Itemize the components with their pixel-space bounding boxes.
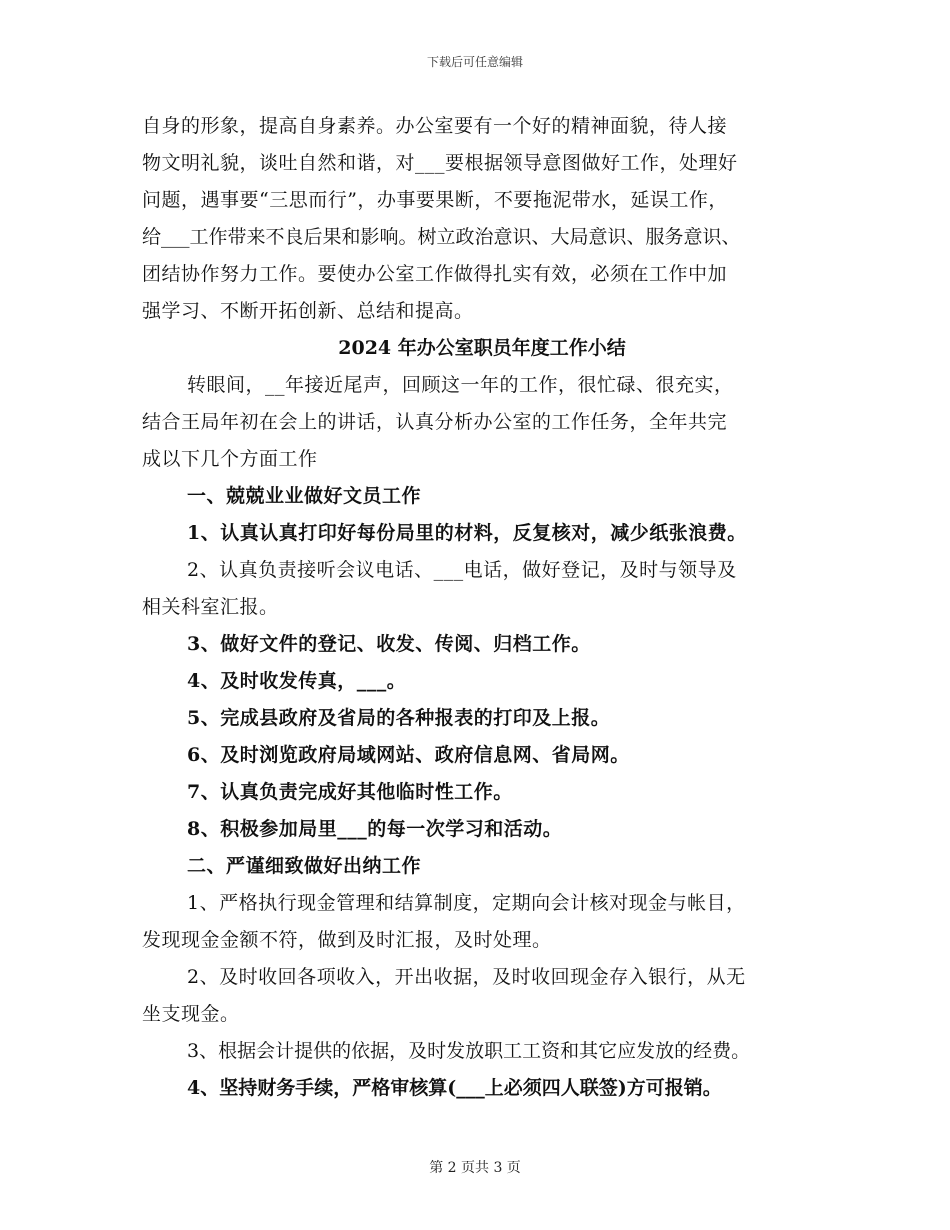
body-line: 问题，遇事要“三思而行”，办事要果断，不要拖泥带水，延误工作， — [142, 189, 728, 211]
list-item: 6、及时浏览政府局域网站、政府信息网、省局网。 — [187, 744, 630, 766]
body-line: 团结协作努力工作。要使办公室工作做得扎实有效，必须在工作中加 — [142, 263, 728, 285]
list-item: 4、及时收发传真，___。 — [187, 670, 407, 692]
body-line: 物文明礼貌，谈吐自然和谐，对___要根据领导意图做好工作，处理好 — [142, 152, 738, 174]
list-item: 3、做好文件的登记、收发、传阅、归档工作。 — [187, 633, 591, 655]
list-item: 3、根据会计提供的依据，及时发放职工工资和其它应发放的经费。 — [187, 1040, 751, 1062]
body-line: 强学习、不断开拓创新、总结和提高。 — [142, 300, 474, 322]
list-item: 2、认真负责接听会议电话、___电话，做好登记，及时与领导及 — [187, 559, 737, 581]
list-item: 8、积极参加局里___的每一次学习和活动。 — [187, 818, 563, 840]
body-line: 给___工作带来不良后果和影响。树立政治意识、大局意识、服务意识、 — [142, 226, 741, 248]
body-line: 成以下几个方面工作 — [142, 448, 318, 470]
body-line: 发现现金金额不符，做到及时汇报，及时处理。 — [142, 929, 552, 951]
body-line: 相关科室汇报。 — [142, 596, 279, 618]
body-line: 结合王局年初在会上的讲话，认真分析办公室的工作任务，全年共完 — [142, 411, 728, 433]
list-item: 7、认真负责完成好其他临时性工作。 — [187, 781, 513, 803]
list-item: 1、严格执行现金管理和结算制度，定期向会计核对现金与帐目， — [187, 892, 746, 914]
body-line: 转眼间，__年接近尾声，回顾这一年的工作，很忙碌、很充实， — [187, 374, 734, 396]
list-item: 4、坚持财务手续，严格审核算(___上必须四人联签)方可报销。 — [187, 1077, 722, 1099]
page-header: 下载后可任意编辑 — [426, 55, 523, 69]
body-line: 坐支现金。 — [142, 1003, 240, 1025]
body-line: 自身的形象，提高自身素养。办公室要有一个好的精神面貌，待人接 — [142, 115, 728, 137]
section-heading: 二、严谨细致做好出纳工作 — [187, 855, 422, 877]
page-footer: 第 2 页共 3 页 — [429, 1160, 521, 1176]
list-item: 2、及时收回各项收入，开出收据，及时收回现金存入银行，从无 — [187, 966, 746, 988]
list-item: 5、完成县政府及省局的各种报表的打印及上报。 — [187, 707, 611, 729]
document-body — [142, 108, 822, 1107]
section-title: 2024 年办公室职员年度工作小结 — [338, 337, 626, 359]
section-heading: 一、兢兢业业做好文员工作 — [187, 485, 422, 507]
list-item: 1、认真认真打印好每份局里的材料，反复核对，减少纸张浪费。 — [187, 522, 747, 544]
